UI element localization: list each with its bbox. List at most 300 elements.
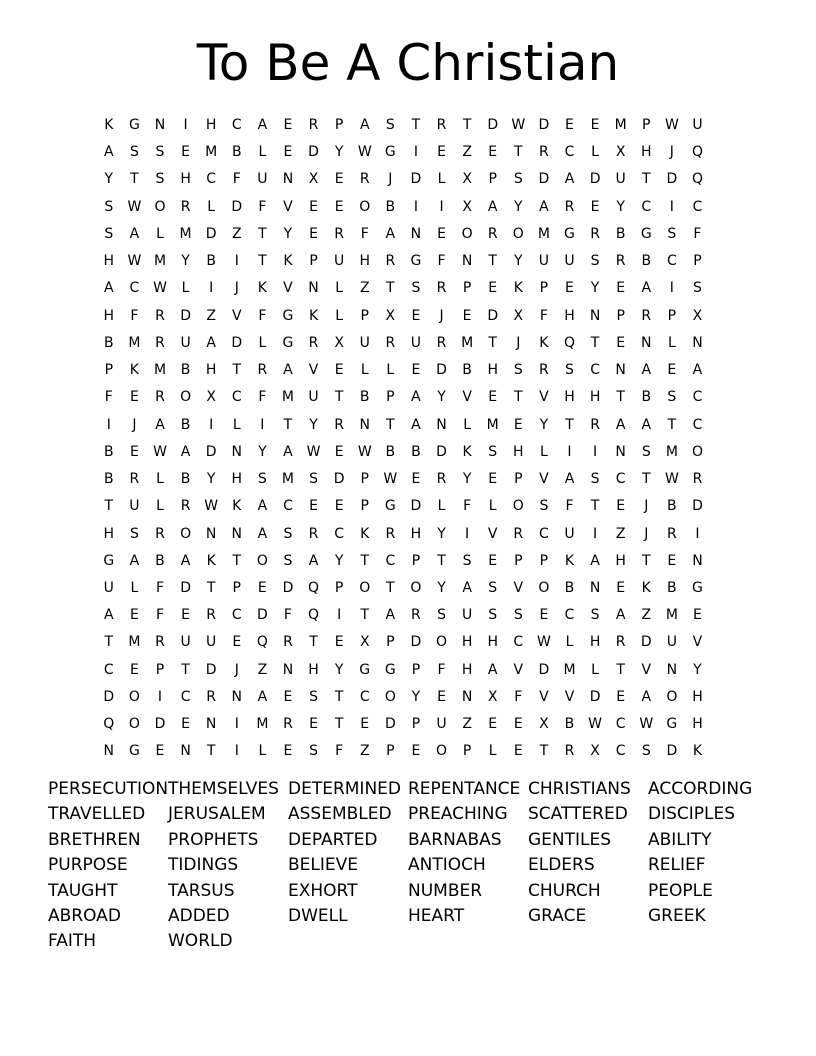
grid-cell[interactable]: A bbox=[104, 607, 114, 624]
grid-cell[interactable]: B bbox=[180, 471, 191, 488]
grid-cell[interactable]: M bbox=[614, 117, 627, 133]
grid-cell[interactable]: W bbox=[357, 144, 372, 161]
grid-cell[interactable]: O bbox=[359, 579, 371, 596]
grid-cell[interactable]: S bbox=[283, 552, 293, 569]
grid-cell[interactable]: I bbox=[593, 525, 598, 542]
grid-cell[interactable]: P bbox=[386, 389, 395, 406]
grid-cell[interactable]: O bbox=[128, 716, 140, 733]
grid-cell[interactable]: A bbox=[462, 579, 472, 596]
grid-cell[interactable]: S bbox=[693, 280, 702, 297]
grid-cell[interactable]: G bbox=[666, 716, 678, 733]
grid-cell[interactable]: B bbox=[103, 443, 114, 460]
grid-cell[interactable]: E bbox=[488, 716, 498, 733]
grid-cell[interactable]: V bbox=[513, 579, 524, 596]
grid-cell[interactable]: N bbox=[205, 716, 217, 733]
grid-cell[interactable]: M bbox=[205, 144, 218, 161]
grid-cell[interactable]: N bbox=[461, 688, 473, 705]
grid-cell[interactable]: U bbox=[564, 525, 575, 542]
grid-cell[interactable]: O bbox=[691, 443, 703, 460]
grid-cell[interactable]: E bbox=[334, 198, 344, 215]
grid-cell[interactable]: R bbox=[129, 471, 140, 488]
grid-cell[interactable]: Y bbox=[462, 471, 472, 488]
grid-cell[interactable]: F bbox=[437, 661, 446, 678]
grid-cell[interactable]: E bbox=[334, 362, 344, 379]
grid-cell[interactable]: Z bbox=[615, 525, 626, 542]
grid-cell[interactable]: M bbox=[128, 334, 141, 351]
grid-cell[interactable]: N bbox=[615, 362, 626, 379]
grid-cell[interactable]: D bbox=[436, 362, 447, 379]
grid-cell[interactable]: T bbox=[641, 171, 651, 188]
grid-cell[interactable]: P bbox=[514, 471, 523, 488]
grid-cell[interactable]: D bbox=[410, 634, 422, 651]
grid-cell[interactable]: E bbox=[129, 443, 139, 460]
grid-cell[interactable]: Y bbox=[514, 253, 523, 270]
grid-cell[interactable]: A bbox=[692, 362, 703, 379]
grid-cell[interactable]: Y bbox=[437, 579, 446, 596]
grid-cell[interactable]: T bbox=[641, 471, 651, 488]
grid-cell[interactable]: R bbox=[590, 416, 600, 433]
grid-cell[interactable]: R bbox=[206, 688, 217, 705]
grid-cell[interactable]: D bbox=[308, 144, 319, 161]
grid-cell[interactable]: C bbox=[692, 389, 703, 406]
grid-cell[interactable]: E bbox=[437, 688, 446, 705]
grid-cell[interactable]: E bbox=[334, 443, 344, 460]
grid-cell[interactable]: L bbox=[437, 498, 446, 515]
grid-cell[interactable]: I bbox=[439, 198, 444, 215]
grid-cell[interactable]: T bbox=[206, 743, 216, 760]
grid-cell[interactable]: I bbox=[337, 607, 342, 624]
grid-cell[interactable]: E bbox=[309, 225, 318, 242]
grid-cell[interactable]: A bbox=[104, 144, 114, 161]
grid-cell[interactable]: D bbox=[180, 307, 191, 324]
grid-cell[interactable]: A bbox=[104, 280, 114, 297]
grid-cell[interactable]: T bbox=[334, 716, 344, 733]
grid-cell[interactable]: S bbox=[309, 471, 318, 488]
grid-cell[interactable]: S bbox=[513, 362, 523, 379]
grid-cell[interactable]: U bbox=[308, 389, 319, 406]
grid-cell[interactable]: H bbox=[461, 661, 473, 678]
grid-cell[interactable]: W bbox=[383, 471, 398, 488]
grid-cell[interactable]: K bbox=[564, 552, 575, 569]
grid-cell[interactable]: L bbox=[667, 334, 676, 351]
grid-cell[interactable]: E bbox=[334, 634, 344, 651]
grid-cell[interactable]: S bbox=[104, 225, 114, 242]
grid-cell[interactable]: E bbox=[513, 743, 523, 760]
grid-cell[interactable]: F bbox=[258, 389, 267, 406]
grid-cell[interactable]: L bbox=[488, 743, 497, 760]
grid-cell[interactable]: A bbox=[257, 688, 268, 705]
grid-cell[interactable]: O bbox=[128, 688, 140, 705]
grid-cell[interactable]: R bbox=[564, 198, 575, 215]
grid-cell[interactable]: A bbox=[564, 471, 575, 488]
grid-cell[interactable]: Y bbox=[206, 471, 216, 488]
grid-cell[interactable]: B bbox=[641, 389, 652, 406]
grid-cell[interactable]: K bbox=[462, 443, 472, 460]
grid-cell[interactable]: O bbox=[512, 225, 524, 242]
grid-cell[interactable]: A bbox=[257, 498, 268, 515]
grid-cell[interactable]: T bbox=[360, 607, 370, 624]
grid-cell[interactable]: O bbox=[256, 552, 268, 569]
grid-cell[interactable]: E bbox=[181, 716, 190, 733]
grid-cell[interactable]: S bbox=[667, 225, 677, 242]
grid-cell[interactable]: H bbox=[589, 634, 601, 651]
grid-cell[interactable]: E bbox=[437, 225, 446, 242]
grid-cell[interactable]: L bbox=[335, 307, 344, 324]
grid-cell[interactable]: B bbox=[180, 416, 191, 433]
grid-cell[interactable]: I bbox=[183, 117, 188, 133]
grid-cell[interactable]: T bbox=[334, 389, 344, 406]
grid-cell[interactable]: G bbox=[128, 117, 140, 133]
grid-cell[interactable]: R bbox=[513, 525, 524, 542]
grid-cell[interactable]: D bbox=[436, 443, 447, 460]
grid-cell[interactable]: O bbox=[666, 688, 678, 705]
grid-cell[interactable]: Y bbox=[539, 416, 549, 433]
grid-cell[interactable]: C bbox=[615, 716, 626, 733]
grid-cell[interactable]: C bbox=[564, 144, 575, 161]
grid-cell[interactable]: E bbox=[667, 362, 677, 379]
grid-cell[interactable]: Q bbox=[691, 144, 703, 161]
grid-cell[interactable]: Y bbox=[334, 144, 344, 161]
grid-cell[interactable]: B bbox=[411, 443, 421, 460]
grid-cell[interactable]: B bbox=[103, 471, 114, 488]
grid-cell[interactable]: H bbox=[231, 471, 243, 488]
grid-cell[interactable]: D bbox=[103, 688, 115, 705]
grid-cell[interactable]: T bbox=[386, 280, 395, 297]
grid-cell[interactable]: U bbox=[461, 607, 473, 624]
grid-cell[interactable]: S bbox=[462, 552, 472, 569]
grid-cell[interactable]: D bbox=[410, 498, 422, 515]
grid-cell[interactable]: K bbox=[692, 743, 703, 760]
grid-cell[interactable]: S bbox=[667, 389, 677, 406]
grid-cell[interactable]: G bbox=[692, 579, 703, 596]
grid-cell[interactable]: S bbox=[411, 280, 421, 297]
grid-cell[interactable]: A bbox=[590, 552, 600, 569]
grid-cell[interactable]: O bbox=[512, 498, 524, 515]
grid-cell[interactable]: B bbox=[641, 253, 652, 270]
grid-cell[interactable]: S bbox=[488, 443, 498, 460]
grid-cell[interactable]: N bbox=[436, 416, 447, 433]
grid-cell[interactable]: E bbox=[513, 716, 523, 733]
grid-cell[interactable]: H bbox=[180, 171, 191, 188]
grid-cell[interactable]: C bbox=[206, 171, 217, 188]
grid-cell[interactable]: N bbox=[180, 743, 191, 760]
grid-cell[interactable]: E bbox=[616, 688, 626, 705]
grid-cell[interactable]: E bbox=[283, 144, 293, 161]
grid-cell[interactable]: L bbox=[360, 362, 369, 379]
grid-cell[interactable]: Q bbox=[308, 579, 320, 596]
grid-cell[interactable]: G bbox=[282, 307, 294, 324]
grid-cell[interactable]: U bbox=[180, 634, 191, 651]
grid-cell[interactable]: H bbox=[359, 253, 370, 270]
grid-cell[interactable]: H bbox=[692, 716, 703, 733]
grid-cell[interactable]: Z bbox=[206, 307, 216, 324]
grid-cell[interactable]: D bbox=[589, 688, 601, 705]
grid-cell[interactable]: T bbox=[258, 225, 267, 242]
grid-cell[interactable]: F bbox=[463, 498, 472, 515]
grid-cell[interactable]: Z bbox=[462, 144, 472, 161]
grid-cell[interactable]: V bbox=[641, 661, 652, 678]
grid-cell[interactable]: S bbox=[488, 579, 498, 596]
grid-cell[interactable]: J bbox=[234, 280, 239, 297]
grid-cell[interactable]: C bbox=[513, 634, 524, 651]
grid-cell[interactable]: R bbox=[257, 362, 268, 379]
grid-cell[interactable]: E bbox=[411, 471, 421, 488]
grid-cell[interactable]: B bbox=[155, 552, 165, 569]
grid-cell[interactable]: F bbox=[155, 579, 165, 596]
grid-cell[interactable]: S bbox=[309, 743, 318, 760]
grid-cell[interactable]: K bbox=[641, 579, 651, 596]
grid-cell[interactable]: S bbox=[641, 743, 651, 760]
grid-cell[interactable]: E bbox=[411, 307, 421, 324]
grid-cell[interactable]: P bbox=[386, 634, 395, 651]
grid-cell[interactable]: E bbox=[283, 743, 293, 760]
grid-cell[interactable]: S bbox=[565, 362, 574, 379]
grid-cell[interactable]: Y bbox=[514, 198, 523, 215]
grid-cell[interactable]: D bbox=[180, 579, 191, 596]
grid-cell[interactable]: I bbox=[413, 144, 418, 161]
grid-cell[interactable]: A bbox=[411, 389, 421, 406]
grid-cell[interactable]: D bbox=[333, 471, 345, 488]
grid-cell[interactable]: T bbox=[667, 416, 677, 433]
grid-cell[interactable]: T bbox=[232, 552, 242, 569]
grid-cell[interactable]: H bbox=[641, 144, 652, 161]
grid-cell[interactable]: D bbox=[666, 171, 678, 188]
grid-cell[interactable]: H bbox=[487, 634, 498, 651]
grid-cell[interactable]: C bbox=[103, 661, 114, 678]
grid-cell[interactable]: J bbox=[439, 307, 444, 324]
grid-cell[interactable]: E bbox=[437, 144, 446, 161]
grid-cell[interactable]: F bbox=[155, 607, 165, 624]
grid-cell[interactable]: N bbox=[282, 661, 294, 678]
grid-cell[interactable]: E bbox=[513, 416, 523, 433]
grid-cell[interactable]: R bbox=[155, 634, 165, 651]
grid-cell[interactable]: R bbox=[308, 525, 319, 542]
grid-cell[interactable]: W bbox=[204, 498, 219, 515]
grid-cell[interactable]: P bbox=[104, 362, 114, 379]
grid-cell[interactable]: C bbox=[359, 688, 370, 705]
grid-cell[interactable]: E bbox=[129, 389, 139, 406]
grid-cell[interactable]: S bbox=[385, 117, 395, 133]
grid-cell[interactable]: T bbox=[386, 416, 395, 433]
grid-cell[interactable]: D bbox=[666, 743, 678, 760]
grid-cell[interactable]: W bbox=[639, 716, 654, 733]
grid-cell[interactable]: T bbox=[104, 634, 114, 651]
grid-cell[interactable]: S bbox=[641, 443, 651, 460]
grid-cell[interactable]: P bbox=[360, 307, 369, 324]
grid-cell[interactable]: T bbox=[386, 579, 395, 596]
grid-cell[interactable]: G bbox=[359, 661, 371, 678]
grid-cell[interactable]: L bbox=[156, 225, 164, 242]
grid-cell[interactable]: A bbox=[283, 362, 293, 379]
grid-cell[interactable]: T bbox=[514, 389, 523, 406]
grid-cell[interactable]: C bbox=[590, 362, 600, 379]
grid-cell[interactable]: I bbox=[234, 253, 239, 270]
grid-cell[interactable]: V bbox=[283, 198, 293, 215]
grid-cell[interactable]: Y bbox=[283, 225, 293, 242]
grid-cell[interactable]: A bbox=[564, 171, 575, 188]
grid-cell[interactable]: X bbox=[590, 743, 600, 760]
grid-cell[interactable]: A bbox=[641, 688, 652, 705]
grid-cell[interactable]: L bbox=[591, 144, 599, 161]
grid-cell[interactable]: F bbox=[104, 389, 113, 406]
grid-cell[interactable]: A bbox=[487, 661, 498, 678]
grid-cell[interactable]: E bbox=[129, 661, 139, 678]
grid-cell[interactable]: S bbox=[513, 607, 523, 624]
grid-cell[interactable]: H bbox=[308, 661, 319, 678]
grid-cell[interactable]: A bbox=[615, 607, 626, 624]
grid-cell[interactable]: S bbox=[590, 607, 600, 624]
grid-cell[interactable]: R bbox=[590, 225, 600, 242]
grid-cell[interactable]: B bbox=[103, 334, 114, 351]
grid-cell[interactable]: K bbox=[104, 117, 114, 133]
grid-cell[interactable]: L bbox=[181, 280, 190, 297]
grid-cell[interactable]: I bbox=[567, 443, 572, 460]
grid-cell[interactable]: E bbox=[181, 607, 190, 624]
grid-cell[interactable]: B bbox=[206, 253, 216, 270]
grid-cell[interactable]: A bbox=[539, 198, 549, 215]
grid-cell[interactable]: Y bbox=[104, 171, 114, 188]
grid-cell[interactable]: N bbox=[692, 552, 703, 569]
grid-cell[interactable]: X bbox=[385, 307, 396, 324]
grid-cell[interactable]: K bbox=[360, 525, 370, 542]
grid-cell[interactable]: H bbox=[513, 443, 524, 460]
grid-cell[interactable]: I bbox=[209, 280, 214, 297]
grid-cell[interactable]: A bbox=[385, 607, 396, 624]
grid-cell[interactable]: U bbox=[103, 579, 114, 596]
grid-cell[interactable]: R bbox=[539, 362, 549, 379]
grid-cell[interactable]: W bbox=[127, 198, 142, 215]
grid-cell[interactable]: T bbox=[462, 117, 472, 133]
grid-cell[interactable]: R bbox=[539, 144, 549, 161]
grid-cell[interactable]: W bbox=[306, 443, 321, 460]
grid-cell[interactable]: P bbox=[411, 716, 421, 733]
grid-cell[interactable]: N bbox=[589, 579, 601, 596]
grid-cell[interactable]: Y bbox=[693, 661, 702, 678]
grid-cell[interactable]: H bbox=[205, 117, 217, 133]
grid-cell[interactable]: R bbox=[487, 225, 498, 242]
grid-cell[interactable]: T bbox=[437, 552, 446, 569]
grid-cell[interactable]: V bbox=[513, 661, 524, 678]
grid-cell[interactable]: G bbox=[410, 253, 422, 270]
grid-cell[interactable]: D bbox=[384, 716, 396, 733]
grid-cell[interactable]: E bbox=[616, 579, 626, 596]
grid-cell[interactable]: V bbox=[231, 307, 242, 324]
grid-cell[interactable]: H bbox=[615, 552, 626, 569]
grid-cell[interactable]: Z bbox=[257, 661, 268, 678]
grid-cell[interactable]: T bbox=[258, 253, 267, 270]
grid-cell[interactable]: O bbox=[359, 198, 371, 215]
grid-cell[interactable]: M bbox=[665, 607, 678, 624]
grid-cell[interactable]: M bbox=[256, 716, 269, 733]
grid-cell[interactable]: P bbox=[360, 471, 369, 488]
grid-cell[interactable]: C bbox=[231, 389, 242, 406]
grid-cell[interactable]: A bbox=[180, 443, 191, 460]
grid-cell[interactable]: T bbox=[283, 416, 293, 433]
grid-cell[interactable]: Y bbox=[437, 389, 446, 406]
grid-cell[interactable]: D bbox=[487, 117, 499, 133]
grid-cell[interactable]: X bbox=[462, 198, 472, 215]
grid-cell[interactable]: E bbox=[488, 144, 498, 161]
grid-cell[interactable]: W bbox=[664, 117, 679, 133]
grid-cell[interactable]: N bbox=[154, 117, 166, 133]
grid-cell[interactable]: I bbox=[234, 716, 239, 733]
grid-cell[interactable]: Z bbox=[359, 743, 370, 760]
grid-cell[interactable]: D bbox=[589, 171, 601, 188]
grid-cell[interactable]: U bbox=[564, 253, 575, 270]
grid-cell[interactable]: A bbox=[359, 117, 370, 133]
grid-cell[interactable]: E bbox=[667, 552, 677, 569]
grid-cell[interactable]: V bbox=[539, 471, 549, 488]
grid-cell[interactable]: G bbox=[128, 743, 140, 760]
grid-cell[interactable]: A bbox=[129, 552, 140, 569]
grid-cell[interactable]: C bbox=[692, 198, 703, 215]
grid-cell[interactable]: H bbox=[205, 362, 217, 379]
grid-cell[interactable]: S bbox=[155, 171, 165, 188]
grid-cell[interactable]: R bbox=[666, 525, 677, 542]
grid-cell[interactable]: P bbox=[514, 552, 523, 569]
grid-cell[interactable]: J bbox=[234, 661, 239, 678]
grid-cell[interactable]: L bbox=[591, 661, 599, 678]
grid-cell[interactable]: C bbox=[615, 471, 626, 488]
grid-cell[interactable]: E bbox=[488, 389, 498, 406]
grid-cell[interactable]: U bbox=[410, 334, 422, 351]
grid-cell[interactable]: W bbox=[153, 280, 167, 297]
grid-cell[interactable]: S bbox=[155, 144, 165, 161]
grid-cell[interactable]: E bbox=[565, 117, 574, 133]
grid-cell[interactable]: H bbox=[461, 634, 473, 651]
grid-cell[interactable]: L bbox=[258, 334, 267, 351]
grid-cell[interactable]: S bbox=[129, 144, 139, 161]
grid-cell[interactable]: A bbox=[283, 443, 293, 460]
grid-cell[interactable]: N bbox=[666, 661, 678, 678]
grid-cell[interactable]: T bbox=[104, 498, 114, 515]
grid-cell[interactable]: F bbox=[335, 743, 344, 760]
grid-cell[interactable]: C bbox=[231, 117, 242, 133]
grid-cell[interactable]: S bbox=[488, 607, 498, 624]
grid-cell[interactable]: F bbox=[360, 225, 369, 242]
grid-cell[interactable]: Z bbox=[359, 280, 370, 297]
grid-cell[interactable]: R bbox=[436, 117, 447, 133]
grid-cell[interactable]: G bbox=[282, 334, 294, 351]
grid-cell[interactable]: S bbox=[309, 688, 318, 705]
grid-cell[interactable]: S bbox=[283, 525, 293, 542]
grid-cell[interactable]: E bbox=[283, 117, 293, 133]
grid-cell[interactable]: H bbox=[692, 688, 703, 705]
grid-cell[interactable]: U bbox=[538, 253, 550, 270]
grid-cell[interactable]: O bbox=[180, 389, 192, 406]
grid-cell[interactable]: N bbox=[205, 525, 217, 542]
grid-cell[interactable]: K bbox=[257, 280, 267, 297]
grid-cell[interactable]: C bbox=[539, 525, 549, 542]
grid-cell[interactable]: D bbox=[256, 607, 268, 624]
grid-cell[interactable]: E bbox=[411, 362, 421, 379]
grid-cell[interactable]: R bbox=[155, 525, 165, 542]
grid-cell[interactable]: P bbox=[360, 498, 369, 515]
grid-cell[interactable]: C bbox=[564, 607, 575, 624]
grid-cell[interactable]: E bbox=[616, 280, 626, 297]
grid-cell[interactable]: M bbox=[537, 225, 550, 242]
grid-cell[interactable]: C bbox=[334, 525, 345, 542]
grid-cell[interactable]: R bbox=[641, 307, 652, 324]
grid-cell[interactable]: E bbox=[334, 171, 344, 188]
grid-cell[interactable]: U bbox=[436, 716, 447, 733]
grid-cell[interactable]: C bbox=[615, 743, 626, 760]
grid-cell[interactable]: I bbox=[465, 525, 470, 542]
grid-cell[interactable]: F bbox=[130, 307, 139, 324]
grid-cell[interactable]: E bbox=[257, 579, 267, 596]
grid-cell[interactable]: T bbox=[616, 661, 625, 678]
grid-cell[interactable]: L bbox=[156, 471, 164, 488]
